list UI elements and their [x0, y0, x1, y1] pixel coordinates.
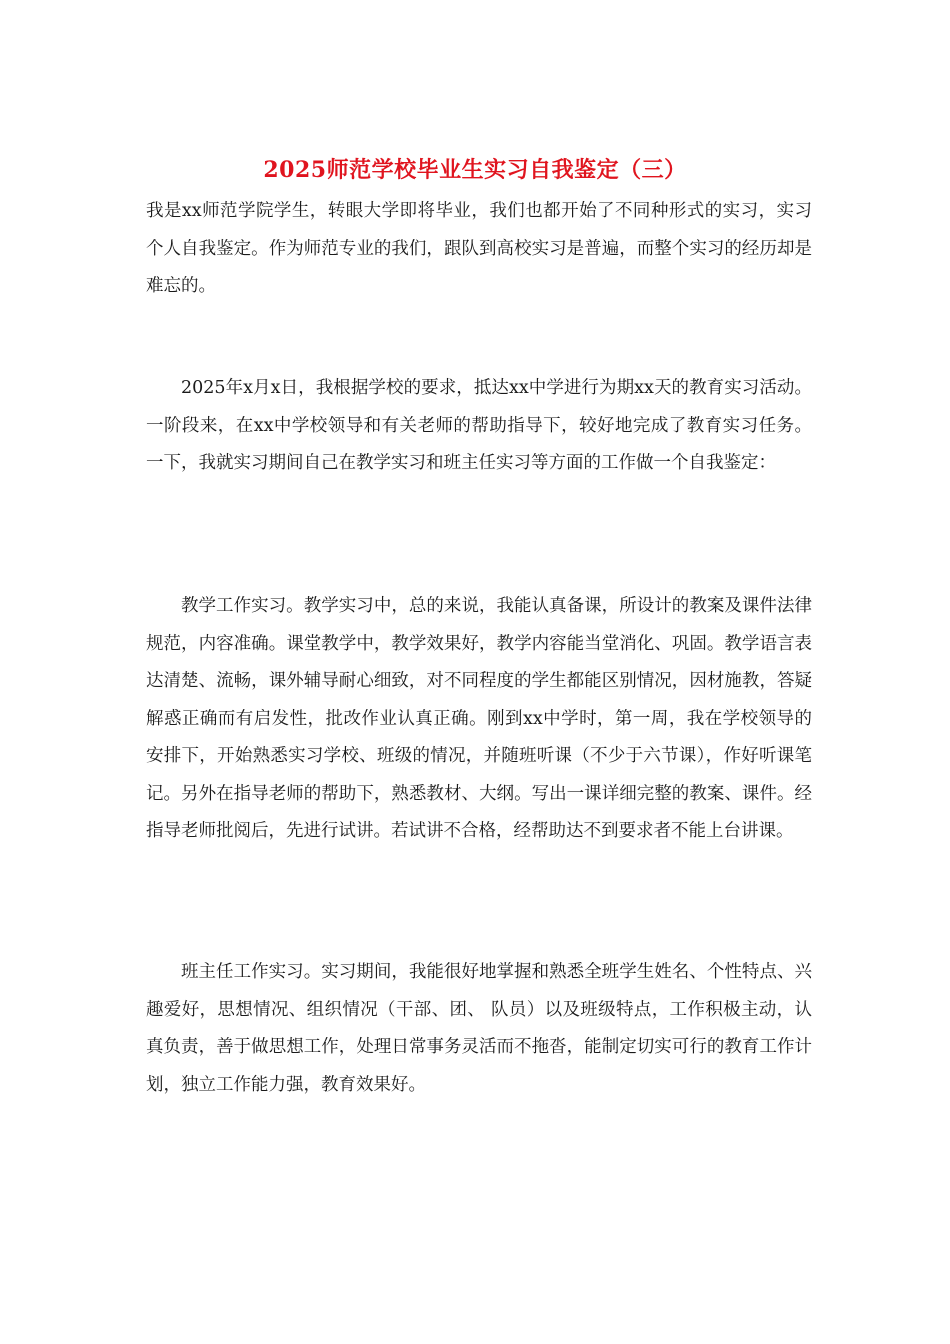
paragraph-intro: 我是xx师范学院学生，转眼大学即将毕业，我们也都开始了不同种形式的实习，实习个人自我鉴定。作为师范专业的我们，跟队到高校实习是普遍，而整个实习的经历却是难忘的。	[146, 201, 812, 296]
paragraph-teaching-practice: 教学工作实习。教学实习中，总的来说，我能认真备课，所设计的教案及课件法律规范，内容准确。课堂教学中，教学效果好，教学内容能当堂消化、巩固。教学语言表达清楚、流畅，课外辅导耐心细致，对不同程度的学生都能区别情况，因材施教，答疑解惑正确而有启发性，批改作业认真正确。刚到xx中学时，第一周，我在学校领导的安排下，开始熟悉实习学校、班级的情况，并随班听课（不少于六节课），作好听课笔记。另外在指导老师的帮助下，熟悉教材、大纲。写出一课详细完整的教案、课件。经指导老师批阅后，先进行试讲。若试讲不合格，经帮助达不到要求者不能上台讲课。	[146, 596, 812, 841]
document-title: 2025师范学校毕业生实习自我鉴定（三）	[263, 157, 687, 183]
paragraph-homeroom-practice: 班主任工作实习。实习期间，我能很好地掌握和熟悉全班学生姓名、个性特点、兴趣爱好，思想情况、组织情况（干部、团、 队员）以及班级特点，工作积极主动，认真负责，善于做思想工作，处理日常事务灵活而不拖沓，能制定切实可行的教育工作计划，独立工作能力强，教育效果好。	[146, 962, 812, 1095]
paragraph-overview: 2025年x月x日，我根据学校的要求，抵达xx中学进行为期xx天的教育实习活动。一阶段来，在xx中学校领导和有关老师的帮助指导下，较好地完成了教育实习任务。一下，我就实习期间自己在教学实习和班主任实习等方面的工作做一个自我鉴定：	[146, 378, 812, 473]
